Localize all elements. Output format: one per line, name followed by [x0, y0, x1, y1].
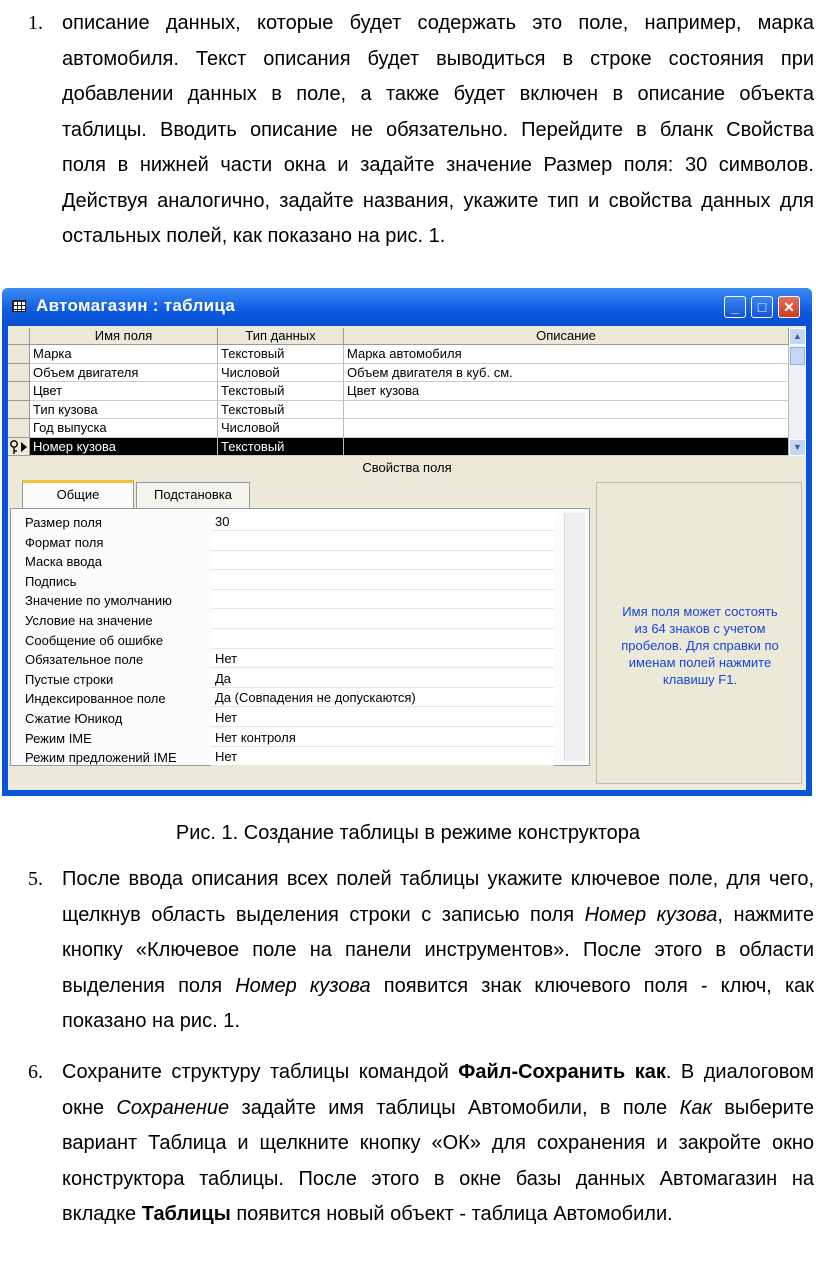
property-value[interactable] [211, 591, 554, 609]
table-row[interactable] [8, 419, 789, 438]
list-number-6: 6. [28, 1061, 43, 1083]
field-type-cell[interactable]: Текстовый [218, 401, 344, 420]
property-row [11, 709, 591, 729]
property-value[interactable]: Да (Совпадения не допускаются) [211, 689, 554, 707]
paragraph-line: остальных полей, как показано на рис. 1. [62, 225, 446, 247]
paragraph-5 [62, 862, 814, 1040]
properties-tabs [10, 482, 594, 788]
table-row[interactable] [8, 345, 789, 364]
paragraph-1 [62, 6, 814, 255]
field-name-cell[interactable]: Объем двигателя [30, 364, 218, 383]
paragraph-line: поля в нижней части окна и задайте значение Размер поля: 30 символов. [62, 154, 814, 176]
field-name-cell[interactable]: Тип кузова [30, 401, 218, 420]
window-title: Автомагазин : таблица [36, 296, 236, 315]
field-description-cell[interactable] [344, 401, 789, 420]
field-name-cell[interactable]: Марка [30, 345, 218, 364]
table-row[interactable] [8, 364, 789, 383]
tab-lookup[interactable]: Подстановка [136, 482, 250, 508]
table-row-selected[interactable] [8, 438, 789, 457]
scroll-thumb[interactable] [790, 347, 805, 365]
property-label: Сжатие Юникод [25, 711, 123, 726]
property-value[interactable]: Да [211, 670, 554, 688]
property-row [11, 631, 591, 651]
column-header-type[interactable]: Тип данных [218, 328, 344, 345]
field-description-cell[interactable] [344, 419, 789, 438]
row-selector[interactable] [8, 419, 30, 438]
property-label: Обязательное поле [25, 652, 144, 668]
paragraph-line: вариант Таблица и щелкните кнопку «ОК» для сохранения и закройте окно [62, 1132, 814, 1154]
property-row [11, 513, 591, 533]
property-row [11, 552, 591, 572]
property-value[interactable]: 30 [211, 513, 554, 531]
property-value[interactable]: Нет [211, 748, 554, 766]
field-description-cell[interactable] [344, 438, 789, 457]
tab-general[interactable]: Общие [22, 480, 134, 508]
field-type-cell[interactable]: Текстовый [218, 345, 344, 364]
property-row [11, 611, 591, 631]
help-panel [596, 482, 802, 784]
paragraph-line: Сохраните структуру таблицы командой Файл-Сохранить как. В диалоговом [62, 1061, 814, 1083]
table-row[interactable] [8, 401, 789, 420]
help-line: пробелов. Для справки по [621, 638, 779, 653]
row-selector[interactable] [8, 401, 30, 420]
property-value[interactable] [211, 572, 554, 590]
paragraph-line: выделения поля Номер кузова появится знак ключевого поля - ключ, как [62, 974, 815, 997]
field-type-cell[interactable]: Числовой [218, 364, 344, 383]
minimize-button[interactable]: _ [724, 296, 746, 318]
paragraph-line: таблицы. Вводить описание не обязательно. Перейдите в бланк Свойства [62, 118, 814, 141]
property-label: Сообщение об ошибке [25, 632, 164, 648]
list-number-5: 5. [28, 868, 43, 890]
maximize-button[interactable]: □ [751, 296, 773, 318]
property-value[interactable]: Нет контроля [211, 729, 554, 747]
property-value[interactable] [211, 631, 554, 649]
row-selector[interactable] [8, 382, 30, 401]
row-selector[interactable] [8, 364, 30, 383]
paragraph-line: После ввода описания всех полей таблицы укажите ключевое поле, для чего, [62, 868, 814, 890]
property-value[interactable] [211, 552, 554, 570]
property-row [11, 748, 591, 768]
table-designer-window [2, 288, 812, 796]
paragraph-line: окне Сохранение задайте имя таблицы Автомобили, в поле Как выберите [62, 1096, 814, 1119]
field-name-cell[interactable]: Год выпуска [30, 419, 218, 438]
property-value[interactable]: Нет [211, 650, 554, 668]
property-row [11, 689, 591, 709]
property-value[interactable] [211, 533, 554, 551]
row-selector[interactable] [8, 345, 30, 364]
help-line: клавишу F1. [662, 672, 738, 687]
field-name-cell[interactable]: Номер кузова [30, 438, 218, 457]
column-header-description[interactable]: Описание [344, 328, 789, 345]
property-value[interactable] [211, 611, 554, 629]
field-type-cell[interactable]: Текстовый [218, 382, 344, 401]
paragraph-line: добавлении данных в поле, а также будет включен в описание объекта [62, 83, 814, 105]
property-label: Пустые строки [25, 671, 114, 687]
paragraph-line: автомобиля. Текст описания будет выводиться в строке состояния при [62, 47, 814, 70]
help-line: из 64 знаков с учетом [634, 621, 766, 636]
scroll-down-button[interactable]: ▼ [789, 439, 806, 456]
field-name-cell[interactable]: Цвет [30, 382, 218, 401]
field-type-cell[interactable]: Числовой [218, 419, 344, 438]
field-grid [8, 328, 806, 456]
paragraph-line: щелкнув область выделения строки с записью поля Номер кузова, нажмите [62, 903, 815, 926]
scroll-up-button[interactable]: ▲ [789, 328, 806, 345]
paragraph-line: описание данных, которые будет содержать это поле, например, марка [62, 12, 814, 34]
general-tab-panel [10, 508, 590, 766]
field-description-cell[interactable]: Объем двигателя в куб. см. [344, 364, 789, 383]
properties-title: Свойства поля [362, 460, 452, 475]
property-label: Значение по умолчанию [25, 593, 172, 609]
row-selector[interactable] [8, 438, 30, 457]
properties-scrollbar[interactable] [564, 513, 585, 761]
field-description-cell[interactable]: Цвет кузова [344, 382, 789, 401]
window-client-area [8, 326, 806, 790]
property-row [11, 533, 591, 553]
help-line: Имя поля может состоять [622, 604, 778, 619]
paragraph-line: вкладке Таблицы появится новый объект - таблица Автомобили. [62, 1203, 673, 1225]
property-label: Формат поля [25, 534, 104, 550]
property-row [11, 729, 591, 749]
property-label: Индексированное поле [25, 691, 166, 707]
table-icon [12, 300, 26, 312]
property-row [11, 572, 591, 592]
paragraph-line: Действуя аналогично, задайте названия, укажите тип и свойства данных для [62, 189, 814, 212]
table-row[interactable] [8, 382, 789, 401]
close-button[interactable]: ✕ [778, 296, 800, 318]
grid-corner [8, 328, 30, 345]
column-header-name[interactable]: Имя поля [30, 328, 218, 345]
property-label: Режим предложений IME [25, 750, 177, 766]
property-row [11, 591, 591, 611]
help-text [597, 603, 803, 688]
property-label: Размер поля [25, 515, 102, 530]
property-label: Маска ввода [25, 554, 102, 570]
help-line: именам полей нажмите [628, 655, 772, 670]
list-number-1: 1. [28, 12, 43, 34]
title-bar[interactable] [2, 288, 812, 326]
paragraph-6 [62, 1055, 814, 1233]
paragraph-line: конструктора таблицы. После этого в окне базы данных Автомагазин на [62, 1167, 814, 1190]
property-value[interactable]: Нет [211, 709, 554, 727]
property-label: Условие на значение [25, 613, 153, 628]
paragraph-line: показано на рис. 1. [62, 1010, 240, 1032]
property-label: Подпись [25, 573, 77, 589]
property-row [11, 670, 591, 690]
figure-caption: Рис. 1. Создание таблицы в режиме конструктора [175, 822, 641, 844]
grid-scrollbar[interactable] [789, 328, 806, 456]
field-description-cell[interactable]: Марка автомобиля [344, 345, 789, 364]
property-row [11, 650, 591, 670]
paragraph-line: кнопку «Ключевое поле на панели инструментов». После этого в области [62, 939, 814, 961]
property-label: Режим IME [25, 730, 92, 746]
field-type-cell[interactable]: Текстовый [218, 438, 344, 457]
primary-key-icon [8, 438, 30, 456]
